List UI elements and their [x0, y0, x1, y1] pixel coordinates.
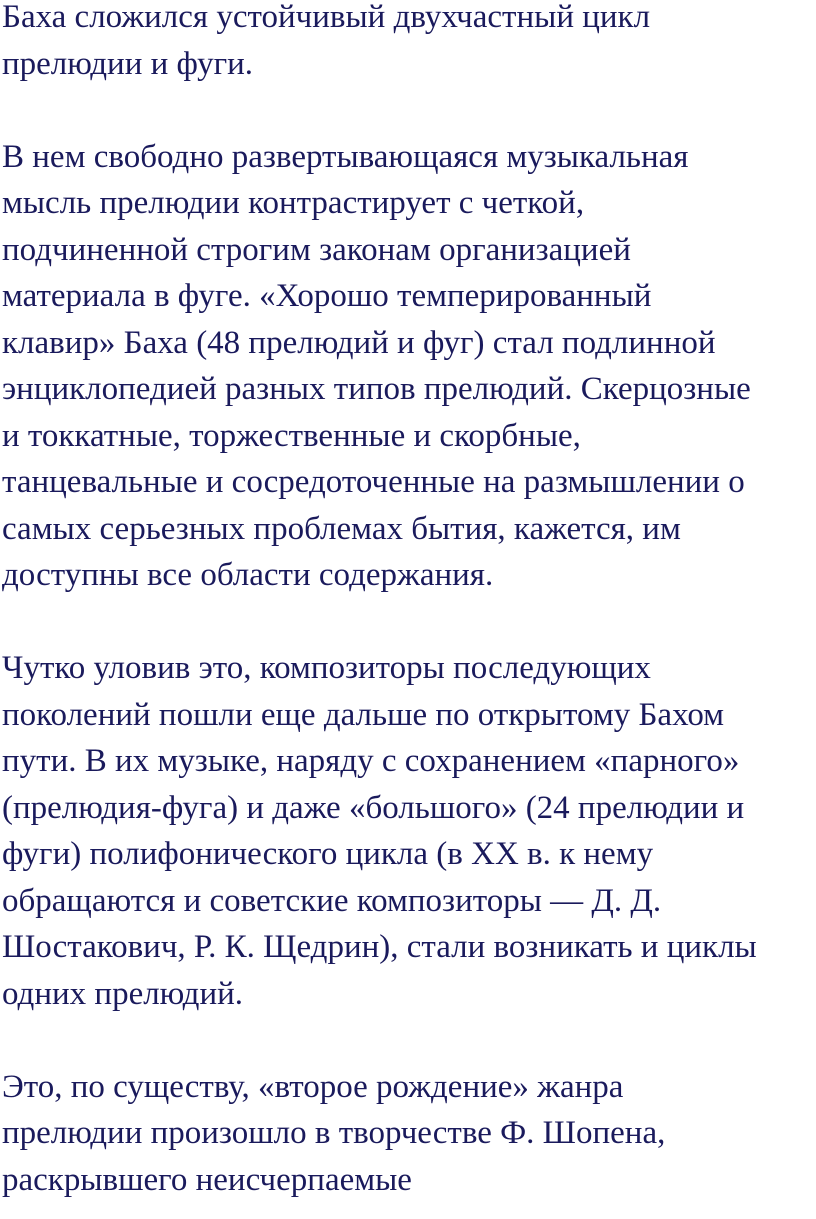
paragraph-gap: [2, 87, 816, 134]
text-line: мысль прелюдии контрастирует с четкой,: [2, 185, 585, 221]
paragraph-gap: [2, 599, 816, 646]
text-line: доступны все области содержания.: [2, 557, 494, 593]
text-line: энциклопедией разных типов прелюдий. Скерцозные: [2, 371, 751, 407]
text-line: танцевальные и сосредоточенные на размышлении о: [2, 464, 745, 500]
paragraph-2: [2, 134, 816, 599]
text-line: обращаются и советские композиторы — Д. Д.: [2, 882, 662, 919]
text-line: раскрывшего неисчерпаемые: [2, 1161, 412, 1198]
paragraph-1: [2, 0, 816, 87]
text-line: Это, по существу, «второе рождение» жанра: [2, 1068, 624, 1105]
paragraph-4: [2, 1064, 816, 1204]
text-line: прелюдии произошло в творчестве Ф. Шопена,: [2, 1115, 666, 1151]
text-line: самых серьезных проблемах бытия, кажется, им: [2, 510, 681, 547]
text-line: поколений пошли еще дальше по открытому Бахом: [2, 696, 725, 733]
text-line: Баха сложился устойчивый двухчастный цикл: [2, 0, 651, 35]
text-line: В нем свободно развертывающаяся музыкальная: [2, 138, 689, 175]
text-line: прелюдии и фуги.: [2, 45, 254, 82]
text-line: клавир» Баха (48 прелюдий и фуг) стал подлинной: [2, 324, 716, 361]
text-line: материала в фуге. «Хорошо темперированный: [2, 278, 652, 314]
text-line: Шостакович, Р. К. Щедрин), стали возникать и циклы: [2, 929, 757, 965]
paragraph-gap: [2, 1017, 816, 1064]
text-line: пути. В их музыке, наряду с сохранением «парного»: [2, 743, 740, 779]
text-line: одних прелюдий.: [2, 975, 244, 1012]
text-line: подчиненной строгим законам организацией: [2, 231, 631, 268]
text-line: (прелюдия-фуга) и даже «большого» (24 прелюдии и: [2, 789, 745, 826]
text-line: Чутко уловив это, композиторы последующих: [2, 650, 651, 686]
text-line: фуги) полифонического цикла (в XX в. к нему: [2, 836, 654, 872]
paragraph-3: [2, 645, 816, 1017]
text-line: и токкатные, торжественные и скорбные,: [2, 417, 581, 454]
